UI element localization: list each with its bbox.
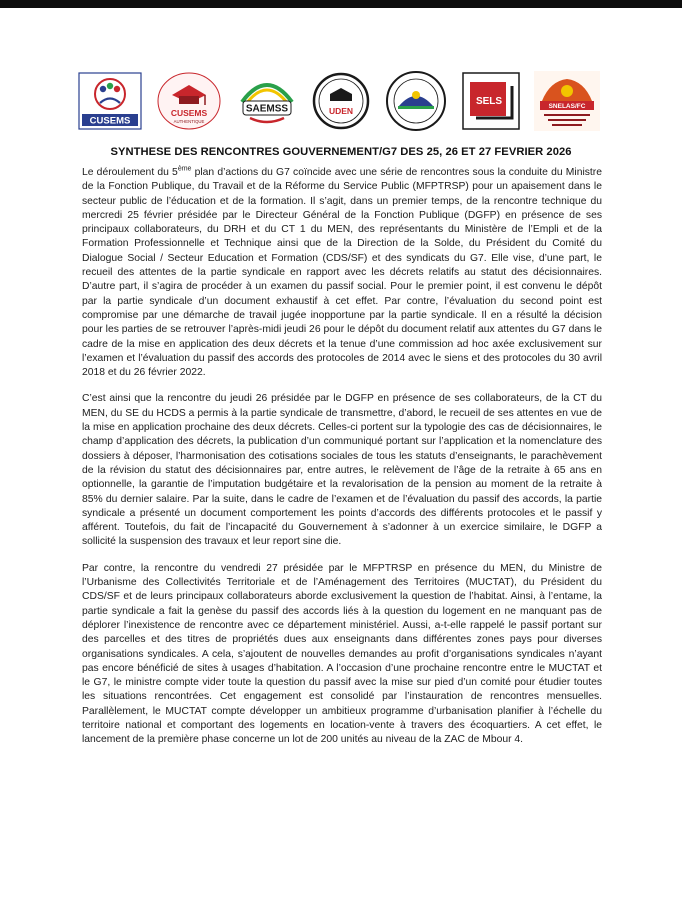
paragraph-1-rest: plan d’actions du G7 coïncide avec une série de rencontres sous la conduite du Ministre de la Fonction Publique, du Travail et de la Réforme du Service Public (MFPTRSP) pour un apaisement dans le secteur public de l’éducation et de la formation. Il s’agit, dans un premier temps, de la rencontre technique du mercredi 25 février présidée par le Directeur Général de la Fonction Publique (DGFP) en présence de ses principaux collaborateurs, du DRH et du CT 1 du MEN, des représentants du Ministère de l’Empli et de la Formation Professionnelle et Technique ainsi que de la Direction de la Solde, du Président du Comité du Dialogue Social / Secteur Education et Formation (CDS/SF) et des syndicats du G7. Elle vise, d’une part, le recueil des attentes de la partie syndicale en rapport avec les décrets relatifs au statut des décisionnaires. D’autre part, il s’agira de procéder à un examen du passif social. Pour le premier point, il est convenu le dépôt par la partie syndicale d’un document exhaustif à cet effet. Par contre, l’évaluation du second point est compromise par une démarche de travail jugée inopportune par la partie syndicale. Il en a résulté la décision pour les parties de se retrouver l’après-midi jeudi 26 pour le dépôt du document relatif aux attentes du G7 dans le cadre de la mise en application des deux décrets et la tenue d’une commission ad hoc axée exclusivement sur l’examen et l’évaluation du passif des accords des protocoles de 2014 avec le siens et des protocoles du 30 avril 2018 et du 26 février 2022. (82, 167, 602, 379)
saemss-logo (236, 72, 298, 130)
document-body (82, 166, 602, 760)
logo-row (78, 66, 600, 136)
snelas-logo-text: SNELAS/FC (548, 103, 586, 110)
cusems-logo-text: CUSEMS (89, 115, 131, 127)
saemss-logo-text: SAEMSS (245, 103, 289, 115)
sels-logo (462, 72, 520, 130)
sels-logo-text: SELS (475, 96, 503, 107)
paragraph-1-lead: Le déroulement du 5 (82, 167, 178, 178)
cusems-a-logo-text: CUSEMS (170, 108, 208, 118)
cusems-logo (78, 72, 142, 130)
paragraph-2: C’est ainsi que la rencontre du jeudi 26 présidée par le DGFP en présence de ses collaborateurs, de la CT du MEN, du SE du HCDS a permis à la partie syndicale de transmettre, d’abord, le recueil de ses attentes en vue de la mise en application prochaine des deux décrets. Celles-ci portent sur la typologie des cas de décisionnaires, le champ d’application des décrets, la publication d’un communiqué portant sur l’application et la nomenclature des dossiers à déposer, l’harmonisation des cotisations sociales de tous les statuts d’enseignants, le parachèvement de la révision du statut des décisionnaires par, entre autres, le relèvement de l’âge de la retraite à 65 ans en optionnelle, la garantie de l’imputation budgétaire et la revalorisation de la pension au moment de la retraite à 85% du dernier salaire. Par la suite, dans le cadre de l’examen et de l’évaluation du passif des accords, la partie syndicale a présenté un document comportement les points d’accords des différents protocoles et le passif y afférent. Toutefois, du fait de l’incapacité du Gouvernement à s’adonner à un exercice similaire, le DGFP a sollicité la suspension des travaux et leur report sine die. (82, 393, 602, 548)
paragraph-3: Par contre, la rencontre du vendredi 27 présidée par le MFPTRSP en présence du MEN, du Ministre de l’Urbanisme des Collectivités Territoriale et de l’Aménagement des Territoires (MUCTAT), du Président du CDS/SF et de leurs principaux collaborateurs aborde exclusivement la question de l’habitat. Ainsi, à l’entame, la partie syndicale a fait la genèse du passif des accords liés à la question du logement en ne manquant pas de déplorer l’inexistence de rencontre avec ce département ministériel. Aussi, a-t-elle rappelé le passif portant sur des parcelles et des titres de propriétés dues aux enseignants dans différentes zones pays pour diverses organisations syndicales. A cela, s’ajoutent de nouvelles demandes au profit d’organisations syndicales n’ayant pas encore bénéficié de sites à usages d’habitation. A l’occasion d’une prochaine rencontre entre le MUCTAT et le G7, le ministre compte vider toute la question du passif avec la mise sur pied d’un comité pour étudier toutes les situations rencontrées. Cet engagement est consolidé par l’instauration de rencontres mensuelles. Parallèlement, le MUCTAT compte développer un ambitieux programme d’urbanisation planifier à l’échelle du territoire national et comportant des logements en location-vente à travers des écoquartiers. A cet effet, le lancement de la première phase concerne un lot de 200 unités au niveau de la ZAC de Mbour 4. (82, 562, 602, 746)
ring-emblem-logo (384, 70, 448, 132)
snelas-logo (534, 71, 600, 131)
top-border (0, 0, 682, 8)
cusems-a-logo-subtext: AUTHENTIQUE (173, 119, 205, 124)
paragraph-1 (82, 166, 602, 380)
cusems-authentique-logo (156, 71, 222, 131)
document-title: SYNTHESE DES RENCONTRES GOUVERNEMENT/G7 DES 25, 26 ET 27 FEVRIER 2026 (110, 146, 572, 158)
uden-logo (312, 70, 370, 132)
ordinal-superscript: ème (177, 165, 192, 173)
uden-logo-text: UDEN (328, 106, 354, 116)
